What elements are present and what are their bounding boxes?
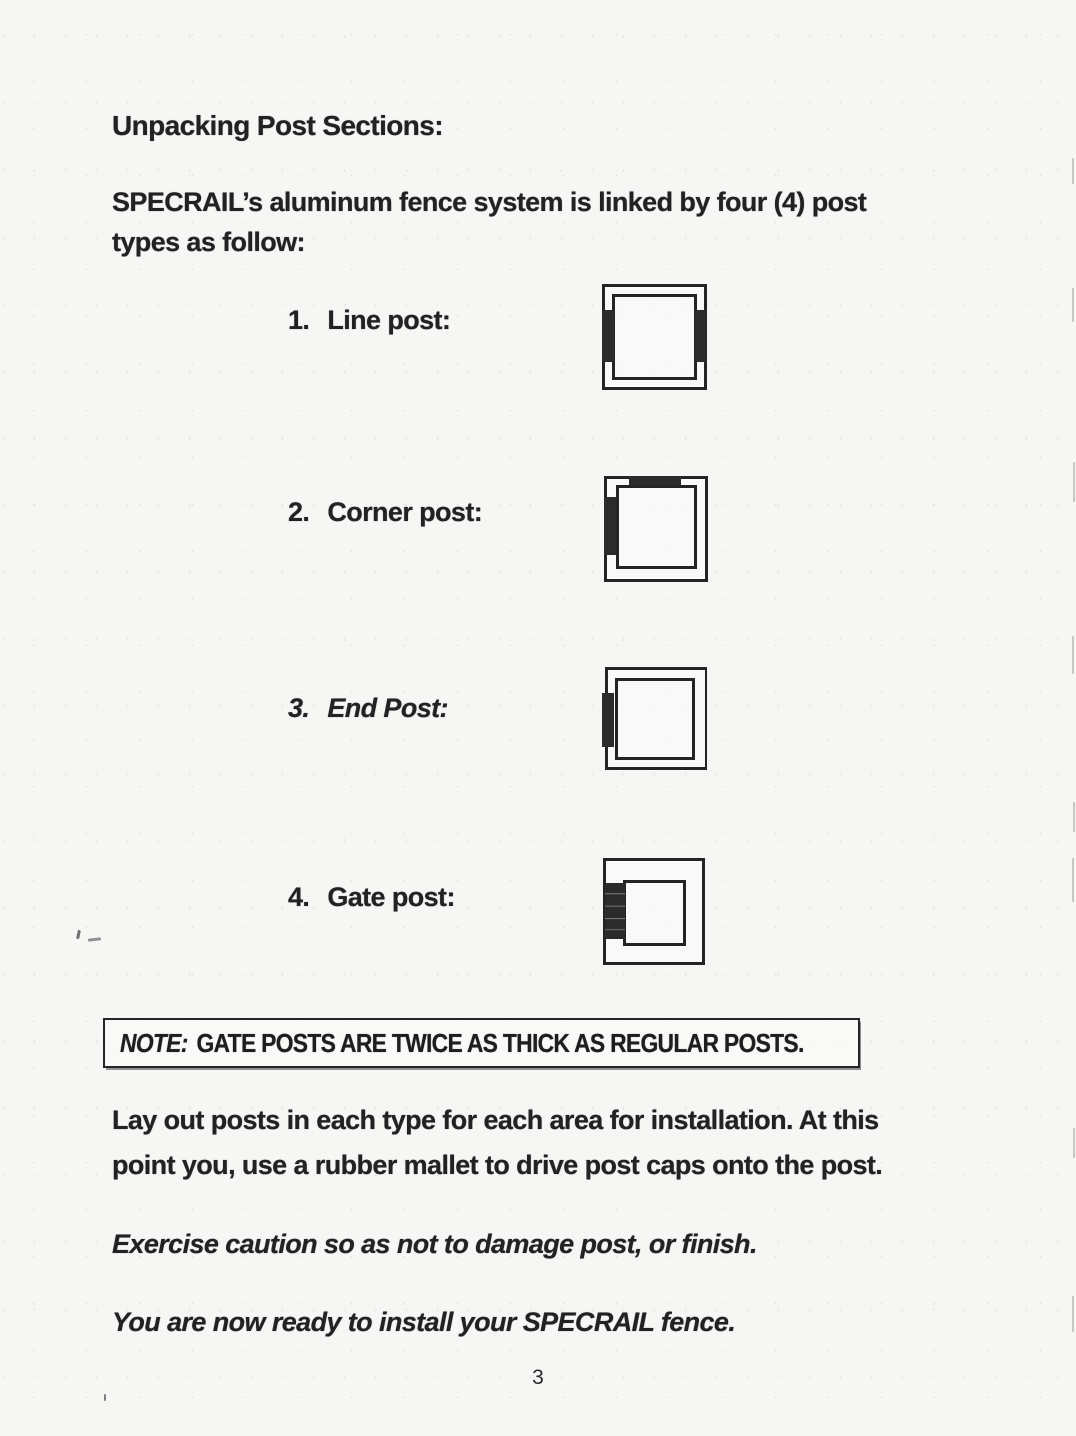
note-body: GATE POSTS ARE TWICE AS THICK AS REGULAR POSTS. (196, 1027, 804, 1058)
caution-line: Exercise caution so as not to damage post, or finish. (112, 1229, 757, 1259)
item-number: 4. (288, 882, 310, 912)
layout-paragraph-line-2: point you, use a rubber mallet to drive post caps onto the post. (112, 1150, 883, 1180)
scan-edge-artifact (1073, 802, 1075, 832)
post-inner-wall (615, 678, 695, 760)
item-number: 3. (288, 693, 310, 723)
item-number: 2. (288, 497, 310, 527)
list-item-gate-post (288, 877, 455, 917)
rail-hole-left (605, 883, 625, 939)
item-label: Line post: (327, 305, 451, 335)
item-label: Corner post: (327, 497, 483, 527)
line-post-diagram (602, 284, 707, 390)
scan-ink-mark (88, 937, 101, 941)
scan-edge-artifact (1073, 1128, 1075, 1158)
intro-paragraph (112, 182, 866, 262)
scan-ink-mark (76, 930, 81, 939)
item-number: 1. (288, 305, 310, 335)
post-inner-wall (623, 880, 686, 946)
scan-edge-artifact (1073, 462, 1075, 502)
item-label: Gate post: (327, 882, 455, 912)
intro-line-1: SPECRAIL’s aluminum fence system is linked by four (4) post (112, 187, 867, 217)
rail-hole-right (695, 310, 707, 362)
layout-paragraph (112, 1098, 882, 1188)
end-post-diagram (605, 667, 707, 770)
rail-hole-left (604, 497, 616, 555)
note-text (120, 1028, 804, 1059)
scan-edge-artifact (1072, 288, 1074, 322)
scan-edge-artifact (1072, 858, 1074, 902)
page-number: 3 (532, 1366, 544, 1389)
rail-hole-top (629, 476, 681, 486)
scan-edge-artifact (1072, 636, 1074, 674)
note-prefix: NOTE: (120, 1027, 188, 1058)
item-label: End Post: (327, 693, 448, 723)
rail-hole-left (602, 693, 614, 747)
scan-ink-mark (104, 1394, 106, 1401)
rail-hole-left (602, 310, 614, 362)
corner-post-diagram (604, 476, 708, 582)
note-box (103, 1018, 860, 1068)
list-item-end-post (288, 688, 448, 728)
post-inner-wall (616, 485, 697, 569)
post-inner-wall (612, 294, 697, 380)
gate-post-diagram (603, 858, 705, 965)
intro-line-2: types as follow: (112, 227, 305, 257)
page-heading: Unpacking Post Sections: (112, 110, 443, 141)
layout-paragraph-line-1: Lay out posts in each type for each area for installation. At this (112, 1105, 879, 1135)
list-item-line-post (288, 300, 450, 340)
list-item-corner-post (288, 492, 482, 532)
ready-line: You are now ready to install your SPECRAIL fence. (112, 1307, 736, 1337)
scan-edge-artifact (1072, 158, 1074, 184)
scan-edge-artifact (1072, 1296, 1074, 1332)
